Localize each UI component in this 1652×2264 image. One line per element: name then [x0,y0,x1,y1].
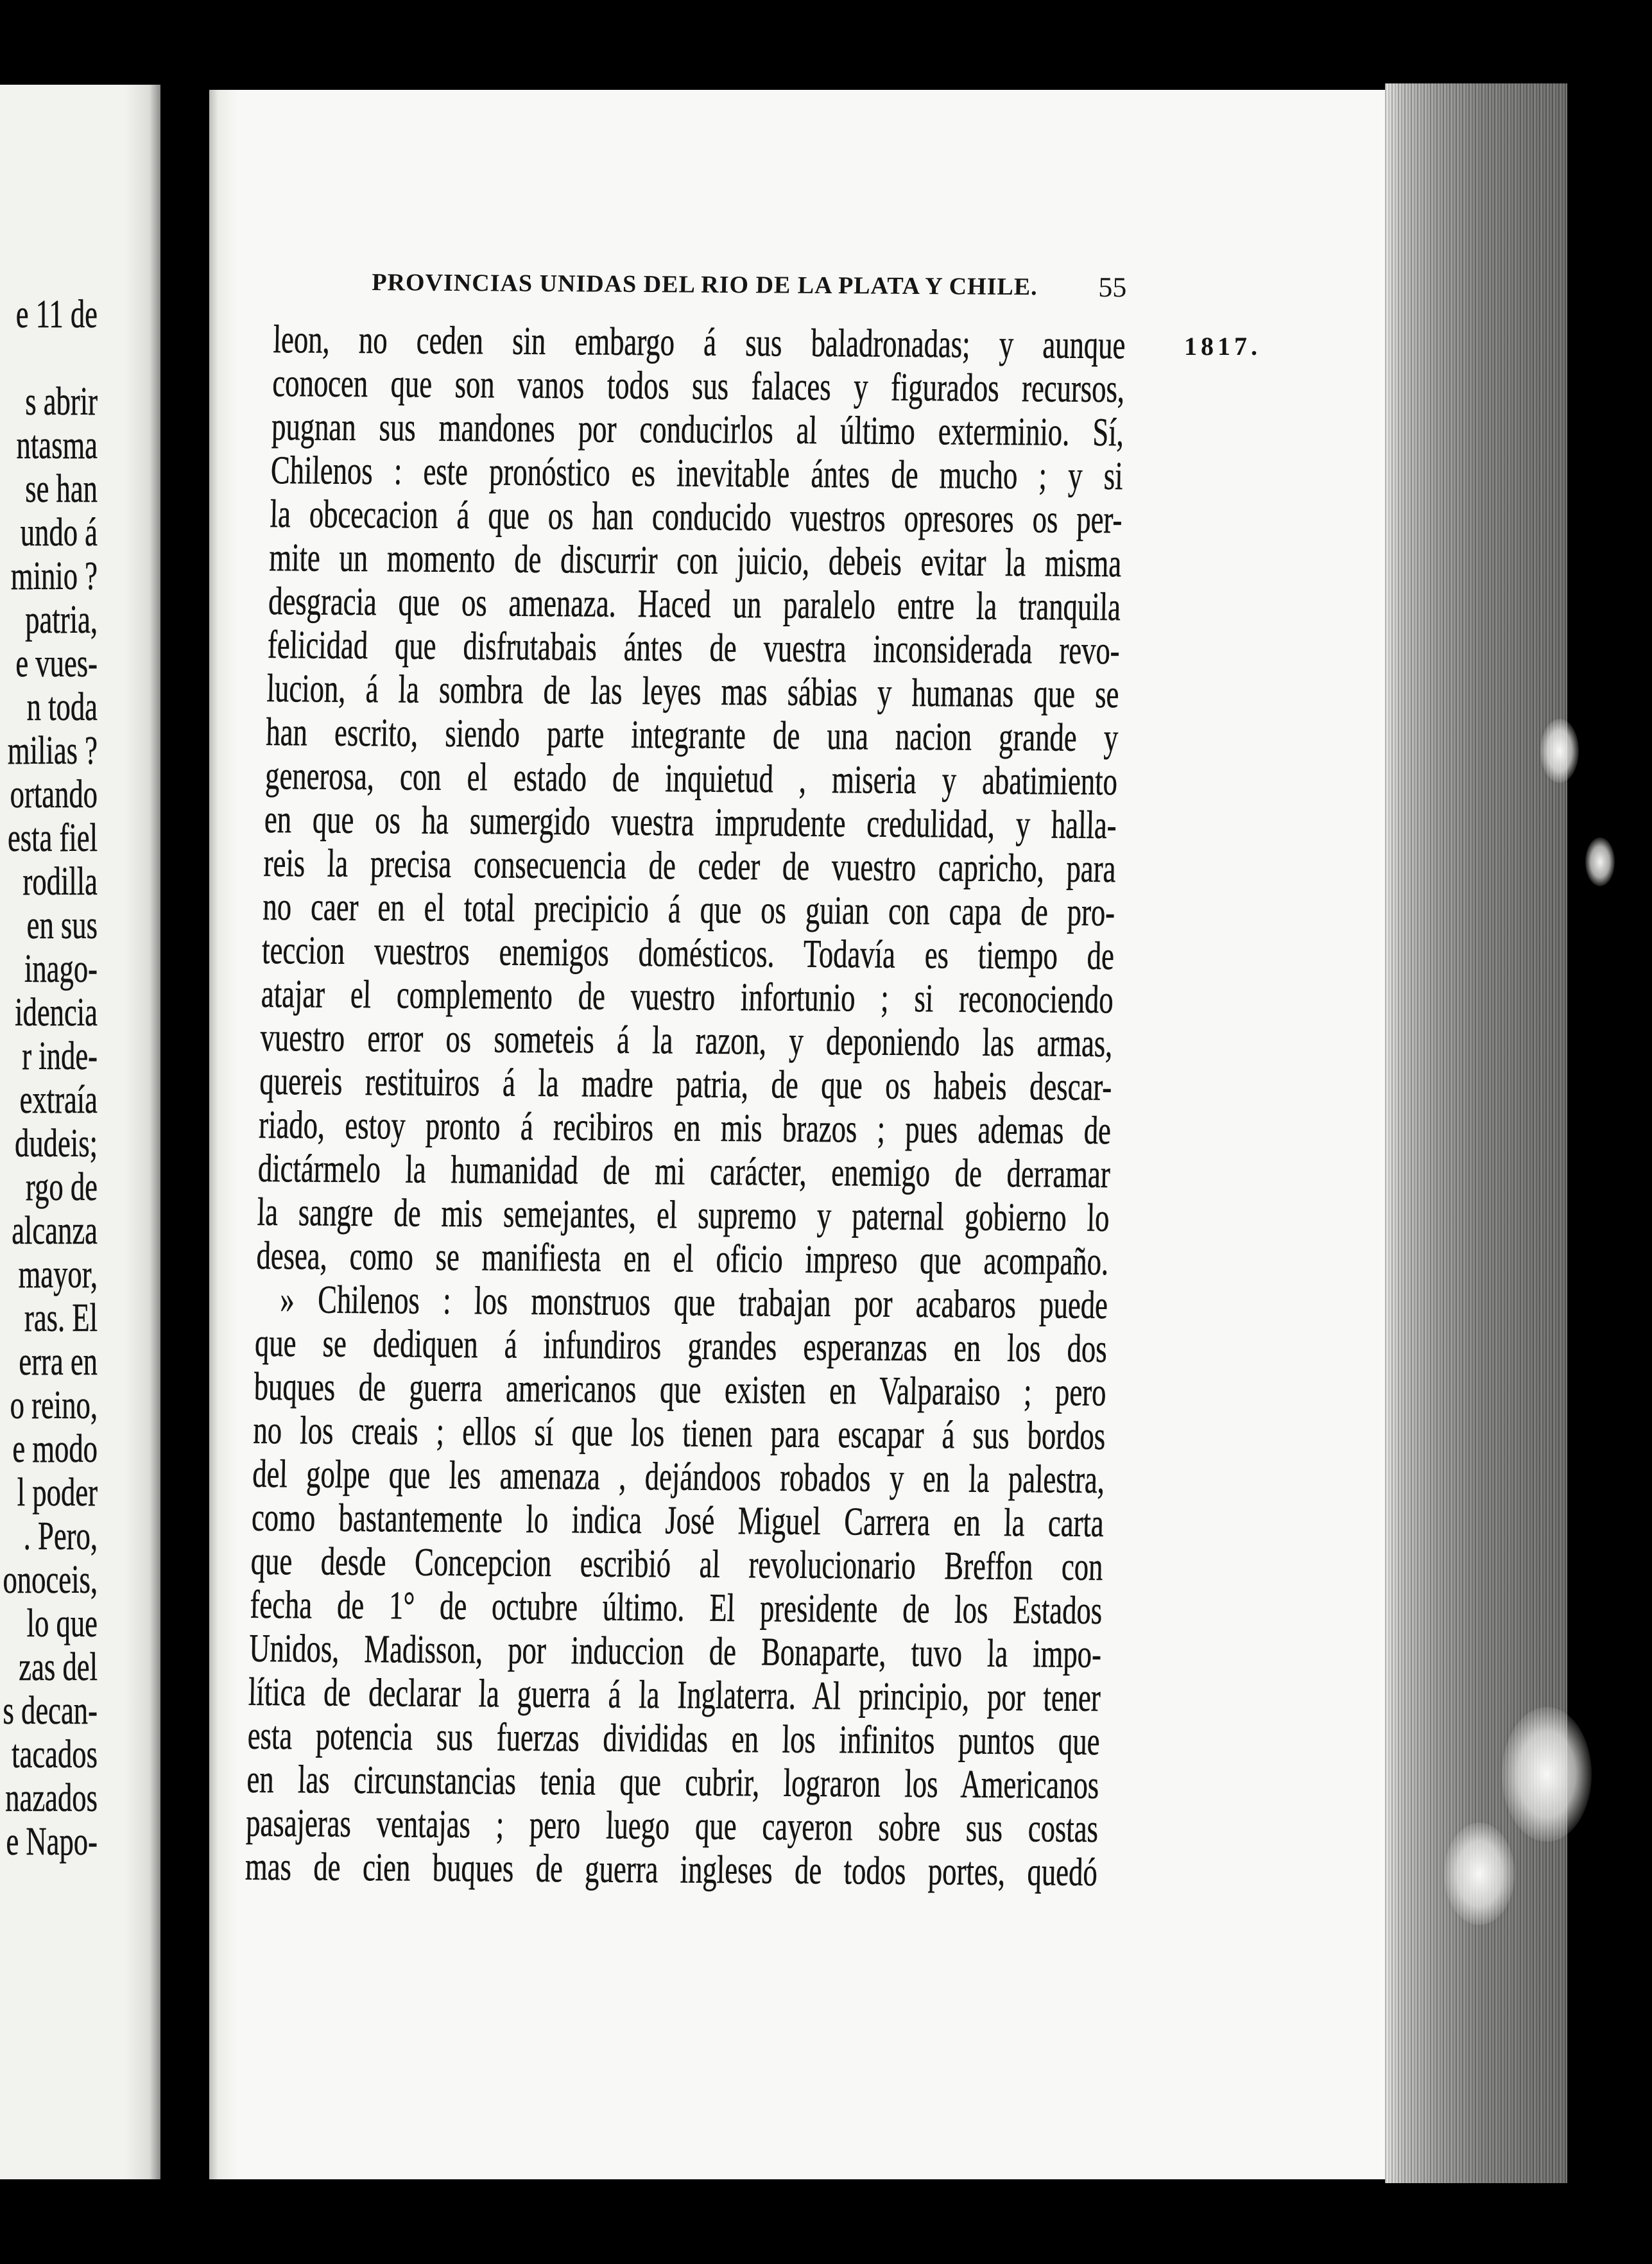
left-page-line: s abrir [25,380,98,424]
left-page-line: e modo [12,1427,98,1471]
left-page-line: milias ? [7,729,98,773]
left-page-line: rgo de [26,1165,98,1209]
left-page-line: alcanza [12,1209,98,1253]
body-line: conocen que son vanos todos sus falaces y figurados recursos, [271,361,1125,411]
left-page-line: rodilla [22,860,98,904]
body-line: lucion, á la sombra de las leyes mas sábias y humanas que se [266,666,1120,717]
running-head-row [274,260,1127,309]
left-page-line: e Napo- [6,1820,98,1864]
left-page-line: tacados [12,1733,98,1776]
body-line: que se dediquen á infundiros grandes esperanzas en los dos [254,1321,1108,1371]
body-line: pugnan sus mandones por conducirlos al último exterminio. Sí, [271,404,1124,455]
left-page-line: . Pero, [23,1514,98,1558]
left-page-text [0,293,98,1864]
body-line: en que os ha sumergido vuestra imprudente credulidad, y halla- [264,797,1117,848]
body-line: vuestro error os someteis á la razon, y deponiendo las armas, [260,1015,1114,1066]
body-line: que desde Concepcion escribió al revolucionario Breffon con [250,1539,1104,1590]
body-line: dictármelo la humanidad de mi carácter, enemigo de derramar [257,1146,1111,1197]
body-line: quereis restituiros á la madre patria, de que os habeis descar- [259,1059,1112,1110]
left-page-line: en sus [26,904,98,947]
body-line: pasajeras ventajas ; pero luego que cayeron sobre sus costas [245,1801,1099,1851]
left-page-line: erra en [19,1340,98,1384]
left-page-line: dudeis; [15,1122,98,1165]
body-line: en las circunstancias tenia que cubrir, lograron los Americanos [246,1757,1099,1808]
body-line: no caer en el total precipicio á que os guian con capa de pro- [262,884,1115,935]
body-line: buques de guerra americanos que existen en Valparaiso ; pero [254,1364,1107,1415]
body-line: Unidos, Madisson, por induccion de Bonaparte, tuvo la impo- [248,1626,1102,1677]
body-line: no los creais ; ellos sí que los tienen para escapar á sus bordos [252,1408,1106,1459]
left-page-line: lo que [26,1602,98,1645]
left-page-line: l poder [17,1471,98,1514]
left-page-line: minio ? [10,554,98,598]
body-line: como bastantemente lo indica José Miguel Carrera en la carta [251,1495,1105,1546]
left-page-line: inago- [24,947,98,991]
left-page-line: esta fiel [7,816,98,860]
page-number: 55 [1097,271,1127,304]
left-page-line: patria, [25,598,98,642]
fore-edge-stain [1540,719,1579,783]
body-line: reis la precisa consecuencia de ceder de vuestro capricho, para [263,841,1117,891]
body-text [245,318,1126,1894]
body-line: fecha de 1° de octubre último. El presidente de los Estados [249,1582,1103,1633]
body-line: desgracia que os amenaza. Haced un paralelo entre la tranquila [268,579,1121,630]
body-line: la sangre de mis semejantes, el supremo y paternal gobierno lo [257,1190,1110,1240]
body-line: la obcecacion á que os han conducido vuestros opresores os per- [270,492,1123,542]
left-page-line: e vues- [15,642,98,685]
left-page-line: onoceis, [3,1558,98,1602]
left-page-line: zas del [19,1645,98,1689]
body-line: Chilenos : este pronóstico es inevitable ántes de mucho ; y si [270,448,1124,499]
left-page-line: n toda [26,685,98,729]
body-line: felicidad que disfrutabais ántes de vuestra inconsiderada revo- [267,622,1121,673]
body-line: mas de cien buques de guerra ingleses de todos portes, quedó [245,1844,1098,1895]
body-line: han escrito, siendo parte integrante de una nacion grande y [265,710,1119,760]
left-page-line: e 11 de [15,293,98,336]
body-line: riado, estoy pronto á recibiros en mis brazos ; pues ademas de [258,1102,1112,1153]
fore-edge-stain [1585,837,1615,886]
left-page-line: r inde- [22,1034,98,1078]
paragraph-start-line: » Chilenos : los monstruos que trabajan por acabaros puede [279,1278,1108,1328]
body-line: esta potencia sus fuerzas divididas en los infinitos puntos que [247,1713,1101,1764]
body-line: teccion vuestros enemigos domésticos. Todavía es tiempo de [261,928,1115,979]
fore-edge-stain [1502,1707,1592,1842]
body-line: generosa, con el estado de inquietud , miseria y abatimiento [264,753,1118,804]
left-page-line: idencia [15,991,98,1034]
left-page-line: nazados [5,1776,98,1820]
left-page-line: undo á [20,511,98,554]
running-head: PROVINCIAS UNIDAS DEL RIO DE LA PLATA Y CHILE. [371,269,1038,301]
body-line: leon, no ceden sin embargo á sus baladronadas; y aunque [273,317,1126,368]
left-page-line: ras. El [24,1296,98,1340]
fore-edge-stain [1444,1822,1515,1925]
margin-date: 1817. [1184,332,1261,361]
body-line: del golpe que les amenaza , dejándoos robados y en la palestra, [252,1452,1105,1502]
body-line: mite un momento de discurrir con juicio, debeis evitar la misma [268,535,1122,586]
left-page-line: o reino, [10,1384,98,1427]
left-page-blank-line [0,336,98,380]
body-line: atajar el complemento de vuestro infortunio ; si reconociendo [261,972,1114,1022]
left-page-line: s decan- [3,1689,98,1733]
left-page-line: ortando [10,773,98,816]
left-page-line: se han [25,467,98,511]
body-line: desea, como se manifiesta en el oficio impreso que acompaño. [255,1233,1109,1284]
left-page-line: extraía [19,1078,98,1122]
right-page-text [245,260,1126,1894]
left-page-line: ntasma [16,424,98,467]
body-line: lítica de declarar la guerra á la Inglaterra. Al principio, por tener [248,1670,1101,1720]
left-page-line: mayor, [18,1253,98,1296]
